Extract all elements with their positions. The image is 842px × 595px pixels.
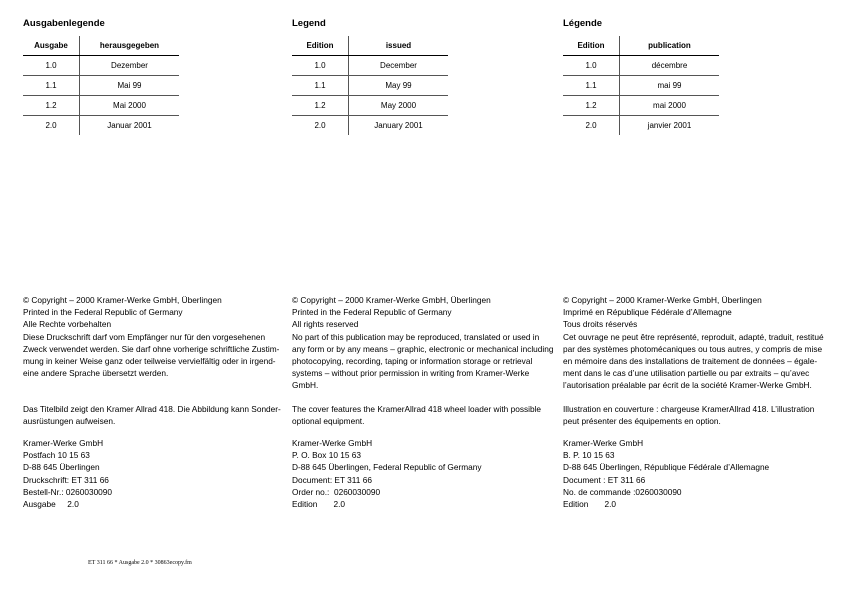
text-line: Illustration en couverture : chargeuse KramerAllrad 418. L’illustration <box>563 404 815 414</box>
table-cell: Dezember <box>80 56 180 76</box>
table-cell: December <box>349 56 449 76</box>
text-line: Document : ET 311 66 <box>563 474 646 485</box>
text-line: Bestell-Nr.: 0260030090 <box>23 486 113 497</box>
text-line: The cover features the KramerAllrad 418 wheel loader with possible <box>292 404 542 414</box>
table-cell: May 99 <box>349 76 449 96</box>
paragraph <box>23 294 279 379</box>
table-cell: 1.1 <box>23 76 80 96</box>
text-line: any form or by any means – graphic, electronic or mechanical including <box>292 343 554 354</box>
table-cell: 1.2 <box>563 96 620 116</box>
column-header: publication <box>620 36 720 56</box>
paragraph <box>563 437 769 510</box>
table-row <box>292 76 448 96</box>
column-header: Ausgabe <box>23 36 80 56</box>
text-line: P. O. Box 10 15 63 <box>292 450 362 461</box>
legend-title: Légende <box>563 18 603 29</box>
text-line: Zweck verwendet werden. Sie darf ohne vorherige schriftliche Zustim- <box>23 343 280 354</box>
table-cell: Mai 2000 <box>80 96 180 116</box>
table-cell: 2.0 <box>563 116 620 136</box>
table-row <box>292 96 448 116</box>
text-line: Alle Rechte vorbehalten <box>23 319 112 330</box>
text-line: ausrüstungen aufweisen. <box>23 416 116 427</box>
table-cell: 1.2 <box>23 96 80 116</box>
paragraph <box>292 437 482 510</box>
text-line: No part of this publication may be reproduced, translated or used in <box>292 331 540 342</box>
text-line: mung in keiner Weise ganz oder teilweise vervielfältig oder in irgend- <box>23 356 276 367</box>
table-row <box>563 96 719 116</box>
table-cell: 1.1 <box>563 76 620 96</box>
text-line: Document: ET 311 66 <box>292 474 372 485</box>
text-line: Das Titelbild zeigt den Kramer Allrad 418. Die Abbildung kann Sonder- <box>23 404 281 414</box>
text-line: Imprimé en République Fédérale d’Allemagne <box>563 307 732 318</box>
table-row <box>563 76 719 96</box>
table-cell: 1.2 <box>292 96 349 116</box>
paragraph <box>563 403 814 427</box>
text-line: D-88 645 Überlingen <box>23 462 100 473</box>
text-line: B. P. 10 15 63 <box>563 450 615 461</box>
edition-legend-table <box>563 36 719 135</box>
table-header-row <box>23 36 179 56</box>
table-row <box>292 56 448 76</box>
text-line: optional equipment. <box>292 416 365 427</box>
table-cell: 1.1 <box>292 76 349 96</box>
table-row <box>563 56 719 76</box>
table-row <box>23 116 179 136</box>
table-cell: 2.0 <box>23 116 80 136</box>
text-line: Order no.: 0260030090 <box>292 486 381 497</box>
table-cell: January 2001 <box>374 121 423 130</box>
paragraph <box>292 403 541 427</box>
table-row <box>563 116 719 136</box>
text-line: eine andere Sprache übersetzt werden. <box>23 368 169 379</box>
column-header: Edition <box>292 36 349 56</box>
table-cell: Mai 99 <box>80 76 180 96</box>
table-cell: Januar 2001 <box>107 121 152 130</box>
text-line: Edition 2.0 <box>563 499 617 510</box>
table-cell: janvier 2001 <box>647 121 692 130</box>
legend-title: Legend <box>292 18 326 29</box>
text-line: Ausgabe 2.0 <box>23 499 79 510</box>
text-line: peut présenter des équipements en option. <box>563 416 721 427</box>
paragraph <box>23 403 281 427</box>
column-english <box>292 0 562 595</box>
edition-legend-table <box>23 36 179 135</box>
text-line: photocopying, recording, taping or information storage or retrieval <box>292 356 533 367</box>
paragraph <box>563 294 824 392</box>
table-header-row <box>292 36 448 56</box>
text-line: GmbH. <box>292 380 319 391</box>
table-cell: May 2000 <box>349 96 449 116</box>
table-cell: 1.0 <box>563 56 620 76</box>
text-line: par des systèmes photomécaniques ou tous autres, y compris de mise <box>563 343 823 354</box>
table-cell: mai 2000 <box>620 96 720 116</box>
text-line: systems – without prior permission in writing from Kramer-Werke <box>292 368 530 379</box>
text-line: Edition 2.0 <box>292 499 346 510</box>
table-row <box>23 56 179 76</box>
text-line: © Copyright – 2000 Kramer-Werke GmbH, Überlingen <box>563 295 762 305</box>
table-row <box>23 76 179 96</box>
text-line: Cet ouvrage ne peut être représenté, reproduit, adapté, traduit, restitué <box>563 331 824 342</box>
page-footer: ET 311 66 * Ausgabe 2.0 * 30863ecopy.fm <box>88 560 192 566</box>
paragraph <box>23 437 112 510</box>
text-line: Kramer-Werke GmbH <box>23 438 104 448</box>
text-line: D-88 645 Überlingen, République Fédérale d’Allemagne <box>563 462 770 473</box>
text-line: Printed in the Federal Republic of Germany <box>292 307 452 318</box>
text-line: Printed in the Federal Republic of Germany <box>23 307 183 318</box>
table-cell: 1.0 <box>292 56 349 76</box>
text-line: Kramer-Werke GmbH <box>292 438 373 448</box>
table-row <box>292 116 448 136</box>
column-header: Edition <box>563 36 620 56</box>
text-line: Diese Druckschrift darf vom Empfänger nur für den vorgesehenen <box>23 331 266 342</box>
text-line: © Copyright – 2000 Kramer-Werke GmbH, Überlingen <box>292 295 491 305</box>
text-line: All rights reserved <box>292 319 359 330</box>
table-cell: décembre <box>620 56 720 76</box>
text-line: No. de commande :0260030090 <box>563 486 682 497</box>
table-cell: mai 99 <box>620 76 720 96</box>
column-german <box>23 0 293 595</box>
text-line: Druckschrift: ET 311 66 <box>23 474 109 485</box>
edition-legend-table <box>292 36 448 135</box>
column-header: herausgegeben <box>80 36 180 56</box>
table-row <box>23 96 179 116</box>
text-line: l’autorisation préalable par écrit de la société Kramer-Werke GmbH. <box>563 380 812 391</box>
text-line: Kramer-Werke GmbH <box>563 438 644 448</box>
column-header: issued <box>349 36 449 56</box>
paragraph <box>292 294 553 392</box>
table-header-row <box>563 36 719 56</box>
text-line: ment dans le cas d’une utilisation partielle ou par extraits – qu’avec <box>563 368 810 379</box>
table-cell: 1.0 <box>23 56 80 76</box>
text-line: Postfach 10 15 63 <box>23 450 90 461</box>
text-line: © Copyright – 2000 Kramer-Werke GmbH, Überlingen <box>23 295 222 305</box>
table-cell: 2.0 <box>292 116 349 136</box>
column-french <box>563 0 833 595</box>
legend-title: Ausgabenlegende <box>23 18 105 29</box>
text-line: Tous droits réservés <box>563 319 638 330</box>
text-line: en mémoire dans des installations de traitement de données – égale- <box>563 356 818 367</box>
text-line: D-88 645 Überlingen, Federal Republic of Germany <box>292 462 482 473</box>
